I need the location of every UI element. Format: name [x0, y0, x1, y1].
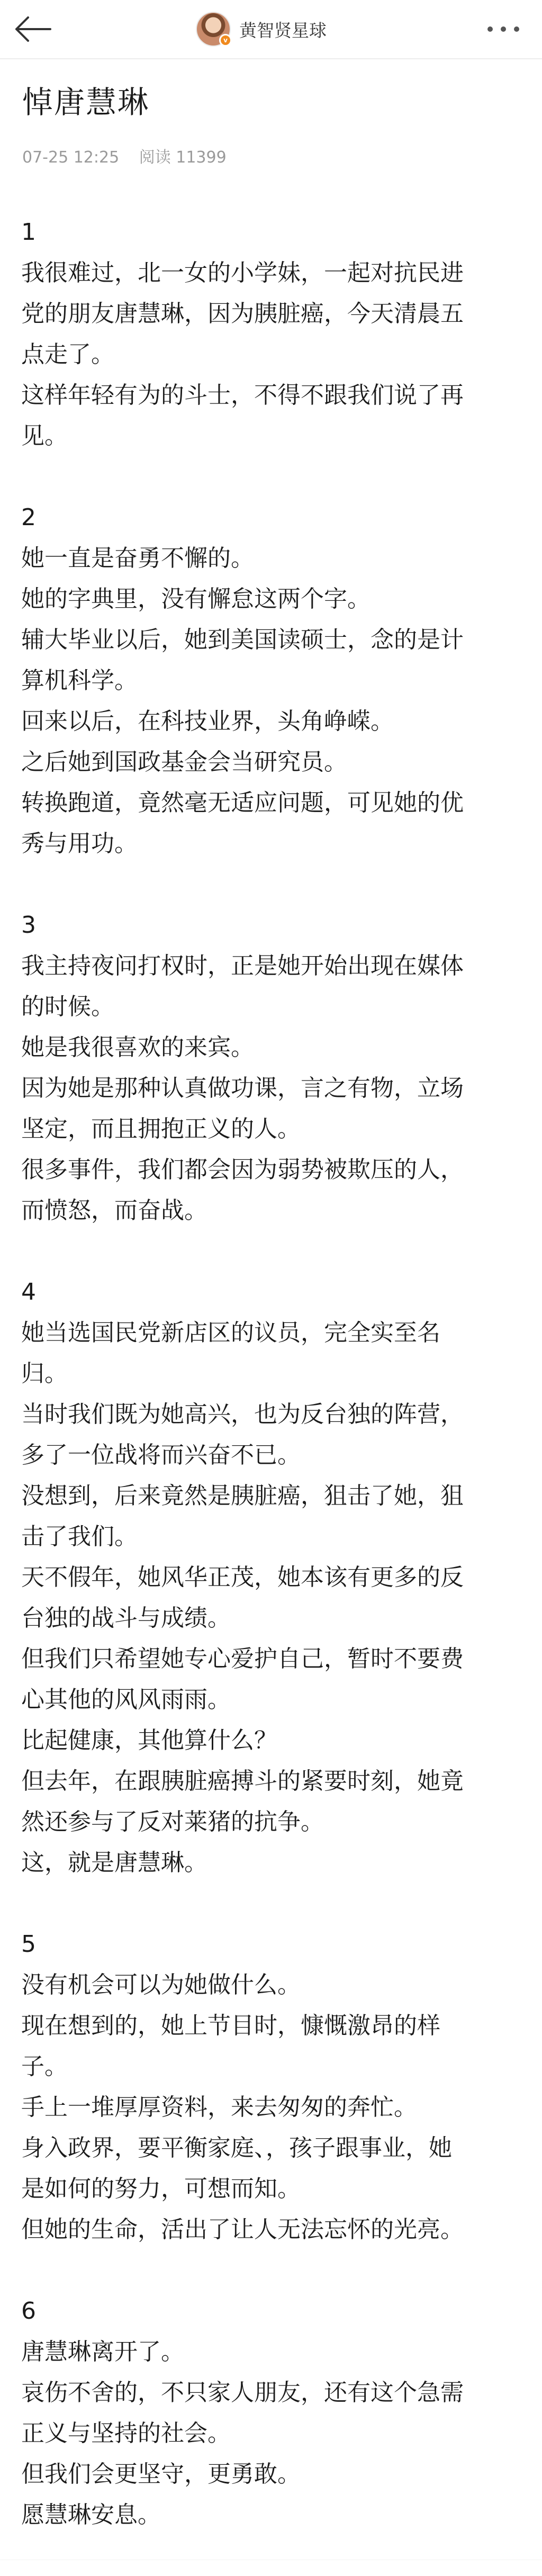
- paragraph-line: 我很难过，北一女的小学妹，一起对抗民进: [21, 259, 464, 286]
- article-section: [21, 212, 524, 456]
- more-button[interactable]: [480, 11, 527, 48]
- article-meta: [22, 144, 227, 167]
- paragraph-line: 比起健康，其他算什么？: [21, 1727, 277, 1754]
- paragraph-line: 见。: [21, 422, 68, 449]
- paragraph-line: 天不假年，她风华正茂，她本该有更多的反: [21, 1564, 464, 1591]
- paragraph-line: 回来以后，在科技业界，头角峥嵘。: [21, 708, 394, 735]
- section-number: 2: [21, 504, 36, 531]
- paragraph-line: 子。: [21, 2053, 68, 2080]
- article-section: [21, 497, 524, 864]
- paragraph-line: 的时候。: [21, 993, 114, 1020]
- avatar[interactable]: [196, 12, 231, 47]
- paragraph-line: 但她的生命，活出了让人无法忘怀的光亮。: [21, 2216, 464, 2243]
- article-body: [21, 212, 524, 2576]
- paragraph-line: 唐慧琳离开了。: [21, 2338, 184, 2365]
- paragraph-line: 这样年轻有为的斗士，不得不跟我们说了再: [21, 382, 464, 409]
- section-number: 5: [21, 1931, 36, 1958]
- paragraph-line: 身入政界，要平衡家庭、，孩子跟事业，她: [21, 2134, 452, 2161]
- paragraph-line: 然还参与了反对莱猪的抗争。: [21, 1808, 324, 1835]
- article-title: 悼唐慧琳: [22, 84, 150, 120]
- paragraph-line: 愿慧琳安息。: [21, 2501, 161, 2528]
- paragraph-line: 多了一位战将而兴奋不已。: [21, 1442, 301, 1469]
- paragraph-line: 点走了。: [21, 341, 114, 368]
- paragraph-line: 她一直是奋勇不懈的。: [21, 545, 254, 572]
- paragraph-line: 辅大毕业以后，她到美国读硕士，念的是计: [21, 626, 464, 653]
- paragraph-line: 她当选国民党新店区的议员，完全实至名: [21, 1319, 440, 1346]
- paragraph-line: 我主持夜问打权时，正是她开始出现在媒体: [21, 952, 464, 979]
- section-number: 1: [21, 219, 36, 246]
- paragraph-line: 但我们只希望她专心爱护自己，暂时不要费: [21, 1645, 464, 1672]
- paragraph-line: 哀伤不舍的，不只家人朋友，还有这个急需: [21, 2379, 464, 2406]
- paragraph-line: 很多事件，我们都会因为弱势被欺压的人，: [21, 1156, 464, 1183]
- paragraph-line: 但去年，在跟胰脏癌搏斗的紧要时刻，她竟: [21, 1768, 464, 1795]
- author-info[interactable]: [196, 8, 327, 50]
- paragraph-line: 坚定，而且拥抱正义的人。: [21, 1115, 301, 1142]
- paragraph-line: 是如何的努力，可想而知。: [21, 2175, 301, 2202]
- section-number: 3: [21, 912, 36, 939]
- verified-badge-icon: v: [219, 34, 232, 47]
- paragraph-line: 这，就是唐慧琳。: [21, 1849, 207, 1876]
- paragraph-line: 当时我们既为她高兴，也为反台独的阵营，: [21, 1401, 464, 1428]
- paragraph-line: 算机科学。: [21, 667, 138, 694]
- publish-timestamp: 07-25 12:25: [22, 148, 120, 167]
- paragraph-line: 但我们会更坚守，更勇敢。: [21, 2461, 301, 2488]
- paragraph-line: 心其他的风风雨雨。: [21, 1686, 231, 1713]
- paragraph-line: 手上一堆厚厚资料，来去匆匆的奔忙。: [21, 2094, 417, 2121]
- arrow-left-icon: [13, 16, 52, 42]
- article-section: [21, 2291, 524, 2535]
- article-section: [21, 1272, 524, 1883]
- paragraph-line: 归。: [21, 1360, 68, 1387]
- article-section: [21, 905, 524, 1231]
- paragraph-line: 没想到，后来竟然是胰脏癌，狙击了她，狙: [21, 1482, 464, 1509]
- paragraph-line: 党的朋友唐慧琳，因为胰脏癌，今天清晨五: [21, 300, 464, 327]
- paragraph-line: 她的字典里，没有懈怠这两个字。: [21, 586, 371, 613]
- paragraph-line: 因为她是那种认真做功课，言之有物，立场: [21, 1075, 464, 1102]
- paragraph-line: 现在想到的，她上节目时，慷慨激昂的样: [21, 2012, 440, 2039]
- back-button[interactable]: [11, 11, 55, 48]
- paragraph-line: 秀与用功。: [21, 830, 138, 857]
- paragraph-line: 转换跑道，竟然毫无适应问题，可见她的优: [21, 789, 464, 816]
- paragraph-line: 台独的战斗与成绩。: [21, 1605, 231, 1632]
- top-bar: [0, 0, 542, 59]
- section-number: 4: [21, 1278, 36, 1305]
- more-dots-icon: [485, 24, 522, 34]
- author-name[interactable]: 黄智贤星球: [239, 20, 327, 41]
- paragraph-line: 击了我们。: [21, 1523, 138, 1550]
- paragraph-line: 她是我很喜欢的来宾。: [21, 1034, 254, 1061]
- paragraph-line: 之后她到国政基金会当研究员。: [21, 749, 347, 776]
- read-count: 阅读 11399: [139, 148, 227, 167]
- paragraph-line: 没有机会可以为她做什么。: [21, 1971, 301, 1998]
- paragraph-line: 正义与坚持的社会。: [21, 2420, 231, 2447]
- article-section: [21, 1924, 524, 2250]
- paragraph-line: 而愤怒，而奋战。: [21, 1197, 207, 1224]
- section-number: 6: [21, 2298, 36, 2325]
